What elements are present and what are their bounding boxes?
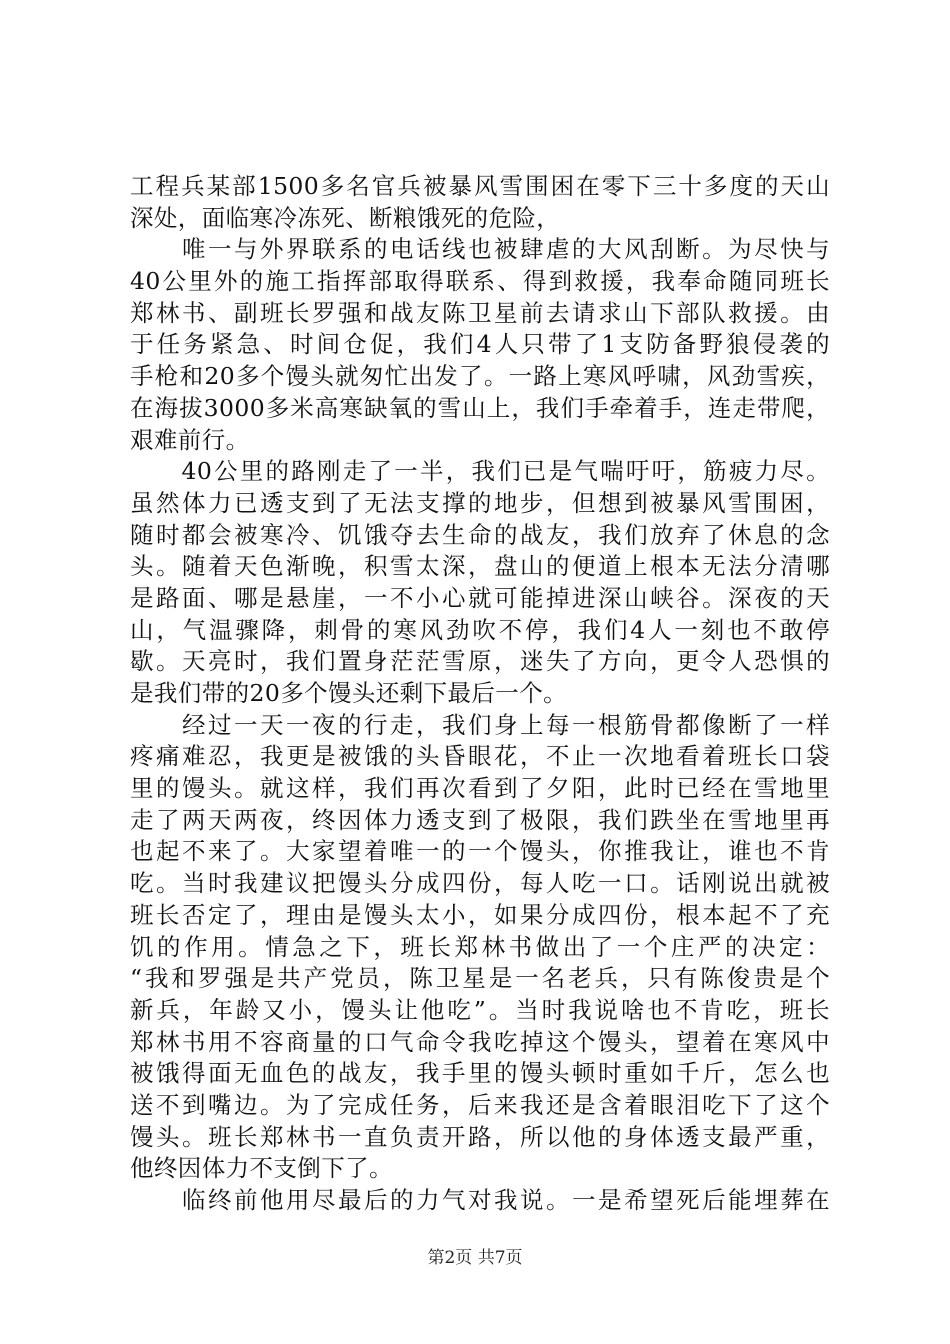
text-line: 饥的作用。情急之下，班长郑林书做出了一个庄严的决定： bbox=[130, 932, 830, 961]
text-line: 是我们带的20多个馒头还剩下最后一个。 bbox=[130, 679, 568, 707]
text-line: 新兵，年龄又小，馒头让他吃”。当时我说啥也不肯吃，班长 bbox=[130, 995, 830, 1024]
text-line: 郑林书、副班长罗强和战友陈卫星前去请求山下部队救援。由 bbox=[130, 298, 830, 327]
text-line: 手枪和20多个馒头就匆忙出发了。一路上寒风呼啸，风劲雪疾， bbox=[130, 362, 830, 391]
text-line: 随时都会被寒冷、饥饿夺去生命的战友，我们放弃了休息的念 bbox=[130, 520, 830, 549]
text-line: 40公里的路刚走了一半，我们已是气喘吁吁，筋疲力尽。 bbox=[130, 457, 830, 486]
text-line: 在海拔3000多米高寒缺氧的雪山上，我们手牵着手，连走带爬， bbox=[130, 393, 830, 422]
text-line: 也起不来了。大家望着唯一的一个馒头，你推我让，谁也不肯 bbox=[130, 837, 830, 866]
page-footer: 第2页 共7页 bbox=[427, 1248, 523, 1268]
text-line: 40公里外的施工指挥部取得联系、得到救援，我奉命随同班长 bbox=[130, 267, 830, 296]
text-line: 唯一与外界联系的电话线也被肆虐的大风刮断。为尽快与 bbox=[130, 235, 830, 264]
text-line: 馒头。班长郑林书一直负责开路，所以他的身体透支最严重， bbox=[130, 1122, 830, 1151]
text-line: 送不到嘴边。为了完成任务，后来我还是含着眼泪吃下了这个 bbox=[130, 1090, 830, 1119]
body-text bbox=[130, 171, 830, 1217]
text-line: 歇。天亮时，我们置身茫茫雪原，迷失了方向，更令人恐惧的 bbox=[130, 647, 830, 676]
text-line: 于任务紧急、时间仓促，我们4人只带了1支防备野狼侵袭的 bbox=[130, 330, 830, 359]
text-line: 吃。当时我建议把馒头分成四份，每人吃一口。话刚说出就被 bbox=[130, 869, 830, 898]
text-line: 他终因体力不支倒下了。 bbox=[130, 1154, 393, 1183]
text-line: 被饿得面无血色的战友，我手里的馒头顿时重如千斤，怎么也 bbox=[130, 1059, 830, 1088]
text-line: 头。随着天色渐晚，积雪太深，盘山的便道上根本无法分清哪 bbox=[130, 552, 830, 581]
text-line: 虽然体力已透支到了无法支撑的地步，但想到被暴风雪围困， bbox=[130, 488, 830, 517]
text-line: 是路面、哪是悬崖，一不小心就可能掉进深山峡谷。深夜的天 bbox=[130, 583, 830, 612]
text-line: 班长否定了，理由是馒头太小，如果分成四份，根本起不了充 bbox=[130, 900, 830, 929]
text-line: 郑林书用不容商量的口气命令我吃掉这个馒头，望着在寒风中 bbox=[130, 1027, 830, 1056]
text-line: 工程兵某部1500多名官兵被暴风雪围困在零下三十多度的天山 bbox=[130, 172, 830, 200]
text-line: “我和罗强是共产党员，陈卫星是一名老兵，只有陈俊贵是个 bbox=[130, 964, 830, 993]
text-line: 疼痛难忍，我更是被饿的头昏眼花，不止一次地看着班长口袋 bbox=[130, 742, 830, 771]
text-line: 山，气温骤降，刺骨的寒风劲吹不停，我们4人一刻也不敢停 bbox=[130, 615, 830, 644]
text-line: 里的馒头。就这样，我们再次看到了夕阳，此时已经在雪地里 bbox=[130, 774, 830, 803]
text-line: 临终前他用尽最后的力气对我说。一是希望死后能埋葬在 bbox=[130, 1186, 830, 1214]
text-line: 深处，面临寒冷冻死、断粮饿死的危险， bbox=[130, 203, 561, 232]
text-line: 走了两天两夜，终因体力透支到了极限，我们跌坐在雪地里再 bbox=[130, 805, 830, 834]
text-line: 艰难前行。 bbox=[130, 425, 250, 454]
text-line: 经过一天一夜的行走，我们身上每一根筋骨都像断了一样 bbox=[130, 710, 830, 739]
